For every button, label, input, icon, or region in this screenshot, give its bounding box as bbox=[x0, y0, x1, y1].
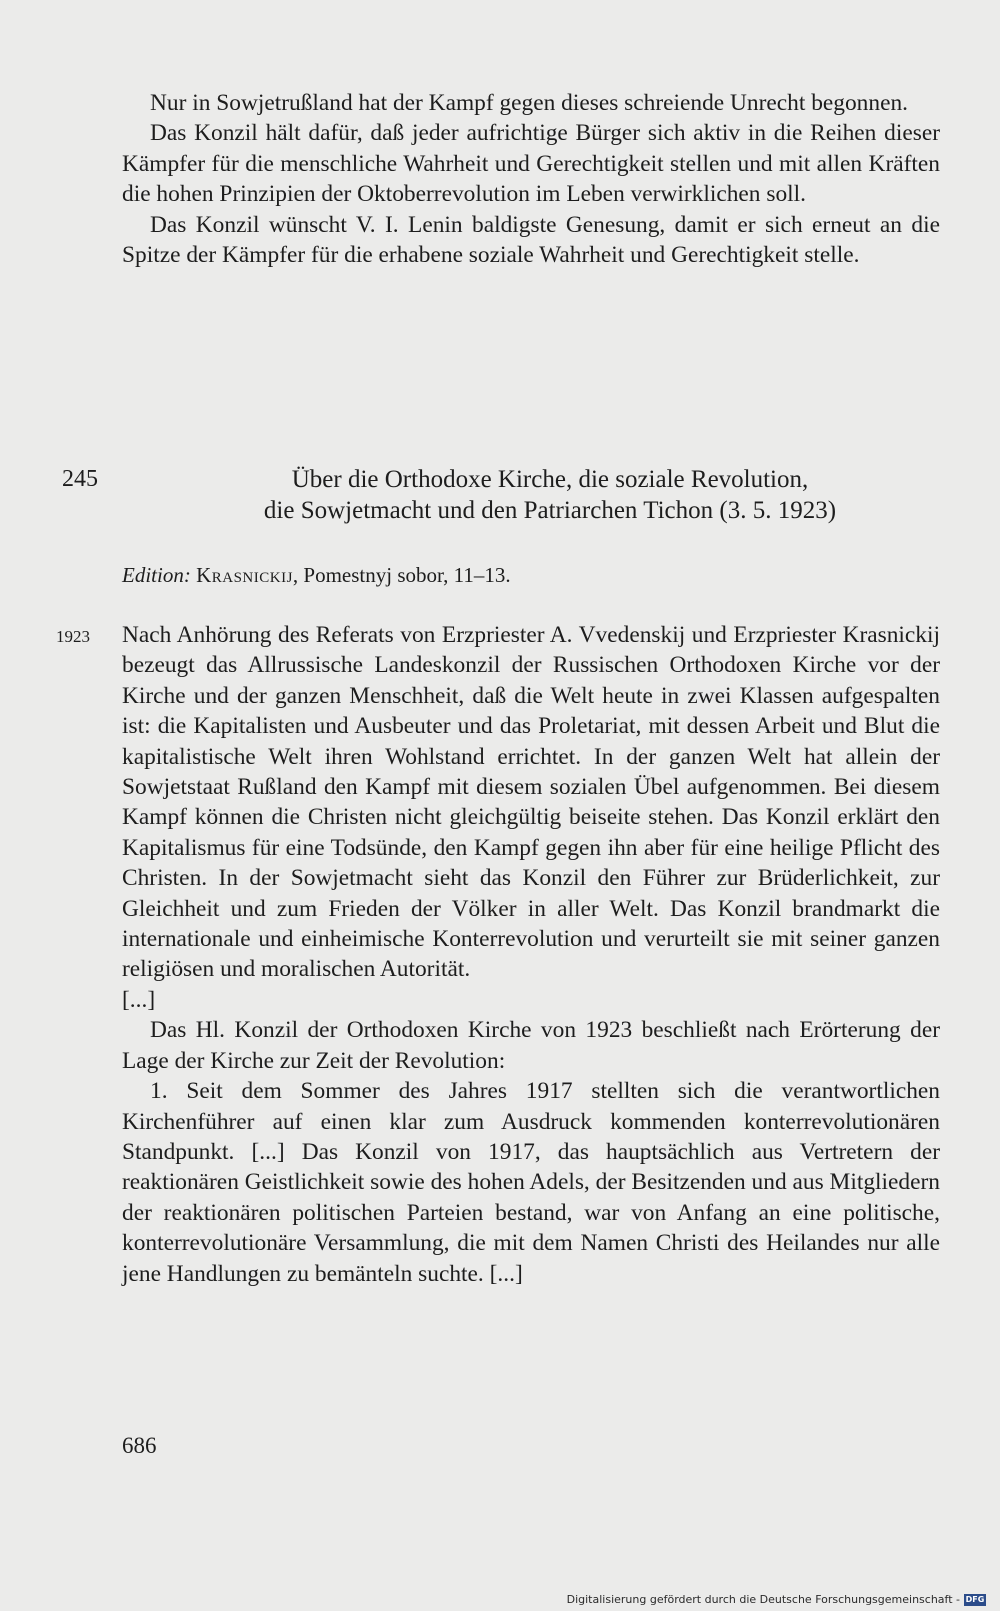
dfg-logo-icon: DFG bbox=[965, 1595, 985, 1604]
footer-text: Digitalisierung gefördert durch die Deutsche Forschungsgemeinschaft - bbox=[566, 1593, 960, 1606]
page-number: 686 bbox=[122, 1433, 157, 1458]
digitization-footer bbox=[567, 1593, 986, 1607]
title-line: Über die Orthodoxe Kirche, die soziale Revolution, bbox=[291, 466, 809, 493]
continued-text-block bbox=[122, 88, 940, 270]
margin-year: 1923 bbox=[56, 627, 90, 646]
edition-author: Krasnickij bbox=[196, 563, 293, 587]
paragraph: 1. Seit dem Sommer des Jahres 1917 stellten sich die verantwortlichen Kirchenführer auf einen klar zum Ausdruck kommenden konterrevolutionären Standpunkt. [...] Das Konzil von 1917, das hauptsächlich aus Vertretern der reaktionären Geistlichkeit sowie des hohen Adels, der Besitzenden und aus Mitgliedern der reaktionären politischen Parteien bestand, war von Anfang an eine politische, konterrevolutionäre Versammlung, die mit dem Namen Christi des Heilandes nur alle jene Handlungen zu bemänteln suchte. [...] bbox=[122, 1078, 940, 1287]
document-title bbox=[150, 464, 950, 526]
paragraph: Nach Anhörung des Referats von Erzpriester A. Vvedenskij und Erzpriester Krasnickij bezeugt das Allrussische Landeskonzil der Russischen Orthodoxen Kirche vor der Kirche und der ganzen Menschheit, daß die Welt heute in zwei Klassen aufgespalten ist: die Kapitalisten und Ausbeuter und das Proletariat, mit dessen Arbeit und Blut die kapitalistische Welt ihren Wohlstand errichtet. In der ganzen Welt hat allein der Sowjetstaat Rußland den Kampf mit diesem sozialen Übel aufgenommen. Bei diesem Kampf können die Christen nicht gleichgültig beiseite stehen. Das Konzil erklärt den Kapitalismus für eine Todsünde, den Kampf gegen ihn aber für eine heilige Pflicht des Christen. In der Sowjetmacht sieht das Konzil den Führer zur Brüderlichkeit, zur Gleichheit und zum Frieden der Völker in aller Welt. Das Konzil brandmarkt die internationale und einheimische Konterrevolution und verurteilt sie mit seiner ganzen religiösen und moralischen Autorität. bbox=[122, 622, 940, 983]
ellipsis: [...] bbox=[122, 986, 156, 1013]
paragraph: Das Konzil wünscht V. I. Lenin baldigste Genesung, damit er sich erneut an die Spitze der Kämpfer für die erhabene soziale Wahrheit und Gerechtigkeit stelle. bbox=[122, 211, 940, 269]
paragraph: Das Konzil hält dafür, daß jeder aufrichtige Bürger sich aktiv in die Reihen dieser Kämpfer für die menschliche Wahrheit und Gerechtigkeit stellen und mit allen Kräften die hohen Prinzipien der Oktoberrevolution im Leben verwirklichen soll. bbox=[122, 120, 940, 208]
paragraph: Nur in Sowjetrußland hat der Kampf gegen dieses schreiende Unrecht begonnen. bbox=[150, 90, 909, 116]
edition-note bbox=[122, 561, 511, 589]
title-line: die Sowjetmacht und den Patriarchen Tichon (3. 5. 1923) bbox=[263, 497, 837, 524]
paragraph: Das Hl. Konzil der Orthodoxen Kirche von 1923 beschließt nach Erörterung der Lage der Kirche zur Zeit der Revolution: bbox=[122, 1017, 940, 1074]
document-number: 245 bbox=[62, 466, 98, 492]
edition-label: Edition: bbox=[122, 563, 191, 587]
document-body bbox=[122, 620, 940, 1289]
edition-source: , Pomestnyj sobor, 11–13. bbox=[292, 563, 511, 587]
